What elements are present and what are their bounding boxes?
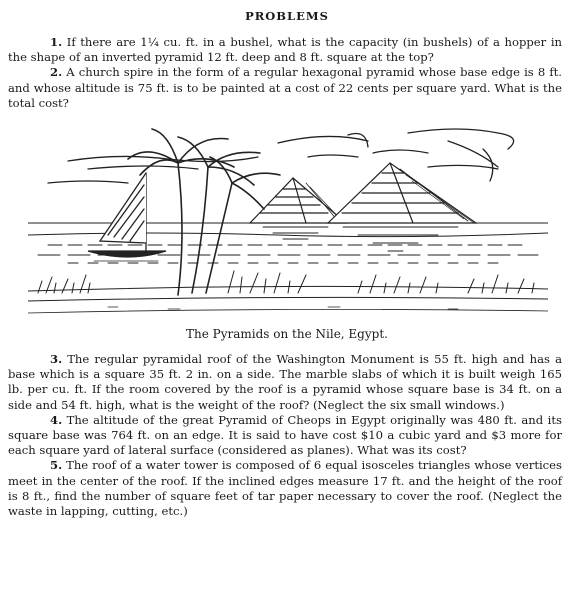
sailboat	[88, 173, 166, 261]
pyramid-right	[328, 163, 476, 223]
problem-number: 5.	[50, 458, 63, 473]
foreground-grass	[28, 271, 548, 313]
figure-caption: The Pyramids on the Nile, Egypt.	[186, 327, 388, 341]
problem-text: The altitude of the great Pyramid of Cheops in Egypt originally was 480 ft. and its square base was 764 ft. on an edge. It is said to have cost $10 a cubic yard and $3 more for each square yard of lateral surface (considered as planes). What was its cost?	[8, 412, 562, 458]
problem-3	[8, 352, 562, 413]
problem-text: A church spire in the form of a regular hexagonal pyramid whose base edge is 8 ft. and whose altitude is 75 ft. is to be painted at a cost of 22 cents per square yard. What is the total cost?	[8, 65, 562, 110]
pyramid-reflections	[263, 227, 458, 251]
problem-number: 1.	[50, 35, 63, 49]
sky-clouds	[48, 129, 514, 183]
problem-list-bottom	[8, 352, 562, 519]
problem-number: 4.	[50, 412, 63, 427]
river-horizon	[28, 223, 548, 263]
problem-2	[8, 65, 562, 111]
palm-trees	[128, 129, 280, 295]
problem-text: The regular pyramidal roof of the Washington Monument is 55 ft. high and has a base which is a square 35 ft. 2 in. on a side. The marble slabs of which it is built weigh 165 lb. per cu. ft. If the room covered by the roof is a pyramid whose square base is 34 ft. on a side and 54 ft. high, what is the weight of the roof? (Neglect the six small windows.)	[8, 352, 563, 412]
problem-4	[8, 413, 562, 459]
problem-text: The roof of a water tower is composed of 6 equal isosceles triangles whose vertices meet in the center of the roof. If the inclined edges measure 17 ft. and the height of the roof is 8 ft., find the number of square feet of tar paper necessary to cover the roof. (Neglect the waste in lapping, cutting, etc.)	[8, 458, 562, 519]
pyramids-illustration	[28, 123, 548, 323]
problem-list-top	[8, 35, 562, 111]
problem-number: 2.	[50, 65, 63, 80]
problem-number: 3.	[50, 352, 63, 366]
problem-5	[8, 458, 562, 519]
page-heading: PROBLEMS	[245, 9, 329, 23]
problem-text: If there are 1¼ cu. ft. in a bushel, what is the capacity (in bushels) of a hopper in the shape of an inverted pyramid 12 ft. deep and 8 ft. square at the top?	[8, 35, 563, 65]
problem-1	[8, 35, 562, 65]
pyramid-left	[250, 178, 346, 223]
